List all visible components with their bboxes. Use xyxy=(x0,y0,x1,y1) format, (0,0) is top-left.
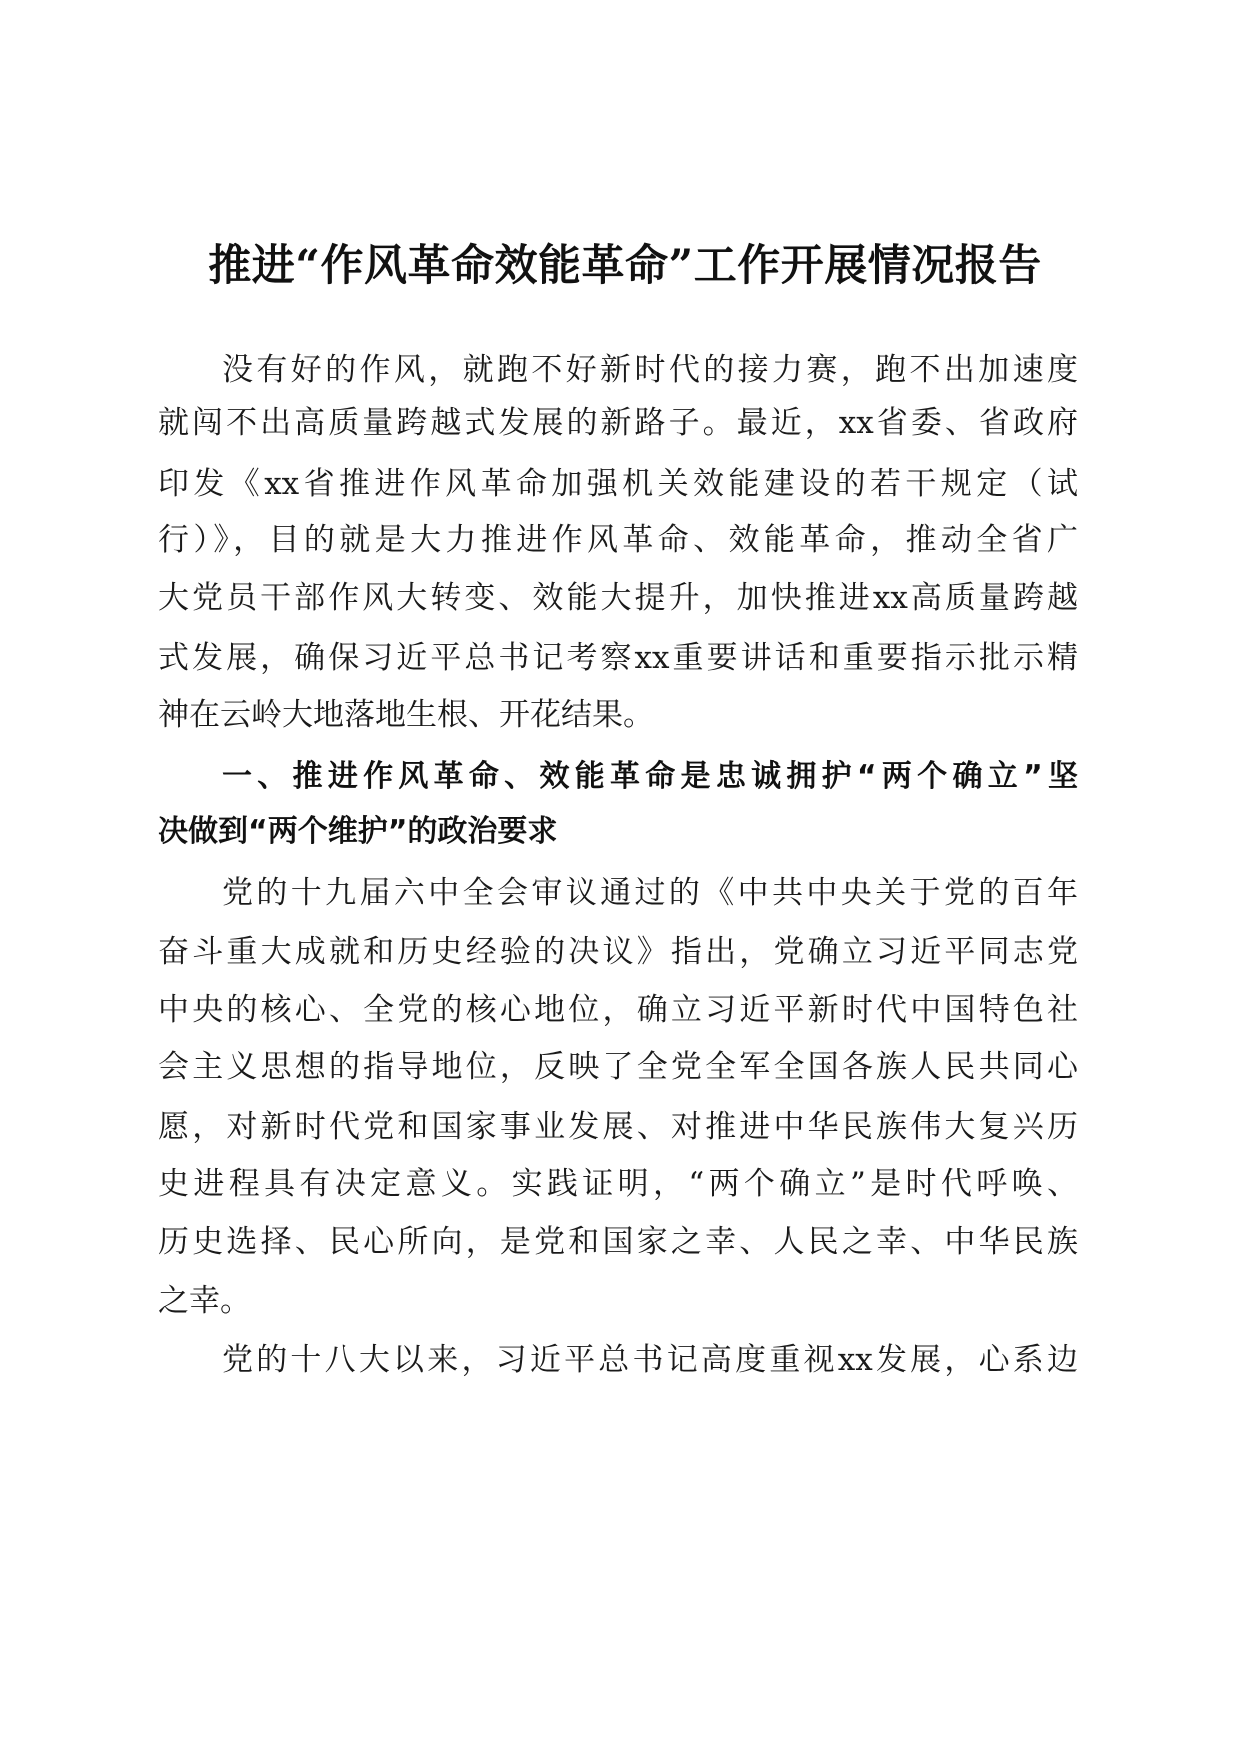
section-heading: 决做到“两个维护”的政治要求 xyxy=(158,814,558,849)
paragraph-line: 会主义思想的指导地位，反映了全党全军全国各族人民共同心 xyxy=(158,1049,1078,1085)
paragraph-line: 愿，对新时代党和国家事业发展、对推进中华民族伟大复兴历 xyxy=(158,1109,1078,1145)
paragraph-line: 神在云岭大地落地生根、开花结果。 xyxy=(158,697,654,733)
paragraph-line: 印发《xx省推进作风革命加强机关效能建设的若干规定（试 xyxy=(158,466,1078,502)
paragraph-line: 之幸。 xyxy=(158,1283,251,1319)
paragraph-line: 行）》，目的就是大力推进作风革命、效能革命，推动全省广 xyxy=(158,522,1078,558)
paragraph-line: 就闯不出高质量跨越式发展的新路子。最近，xx省委、省政府 xyxy=(158,405,1078,441)
paragraph-line: 党的十九届六中全会审议通过的《中共中央关于党的百年 xyxy=(222,875,1078,911)
paragraph-line: 史进程具有决定意义。实践证明，“两个确立”是时代呼唤、 xyxy=(158,1166,1078,1202)
section-heading: 一、推进作风革命、效能革命是忠诚拥护“两个确立”坚 xyxy=(222,759,1078,794)
document-title: 推进“作风革命效能革命”工作开展情况报告 xyxy=(208,241,1042,291)
paragraph-line: 没有好的作风，就跑不好新时代的接力赛，跑不出加速度 xyxy=(222,352,1078,388)
paragraph-line: 大党员干部作风大转变、效能大提升，加快推进xx高质量跨越 xyxy=(158,580,1078,616)
paragraph-line: 党的十八大以来，习近平总书记高度重视xx发展，心系边 xyxy=(222,1342,1078,1378)
paragraph-line: 奋斗重大成就和历史经验的决议》指出，党确立习近平同志党 xyxy=(158,934,1078,970)
paragraph-line: 式发展，确保习近平总书记考察xx重要讲话和重要指示批示精 xyxy=(158,640,1078,676)
paragraph-line: 历史选择、民心所向，是党和国家之幸、人民之幸、中华民族 xyxy=(158,1224,1078,1260)
paragraph-line: 中央的核心、全党的核心地位，确立习近平新时代中国特色社 xyxy=(158,992,1078,1028)
